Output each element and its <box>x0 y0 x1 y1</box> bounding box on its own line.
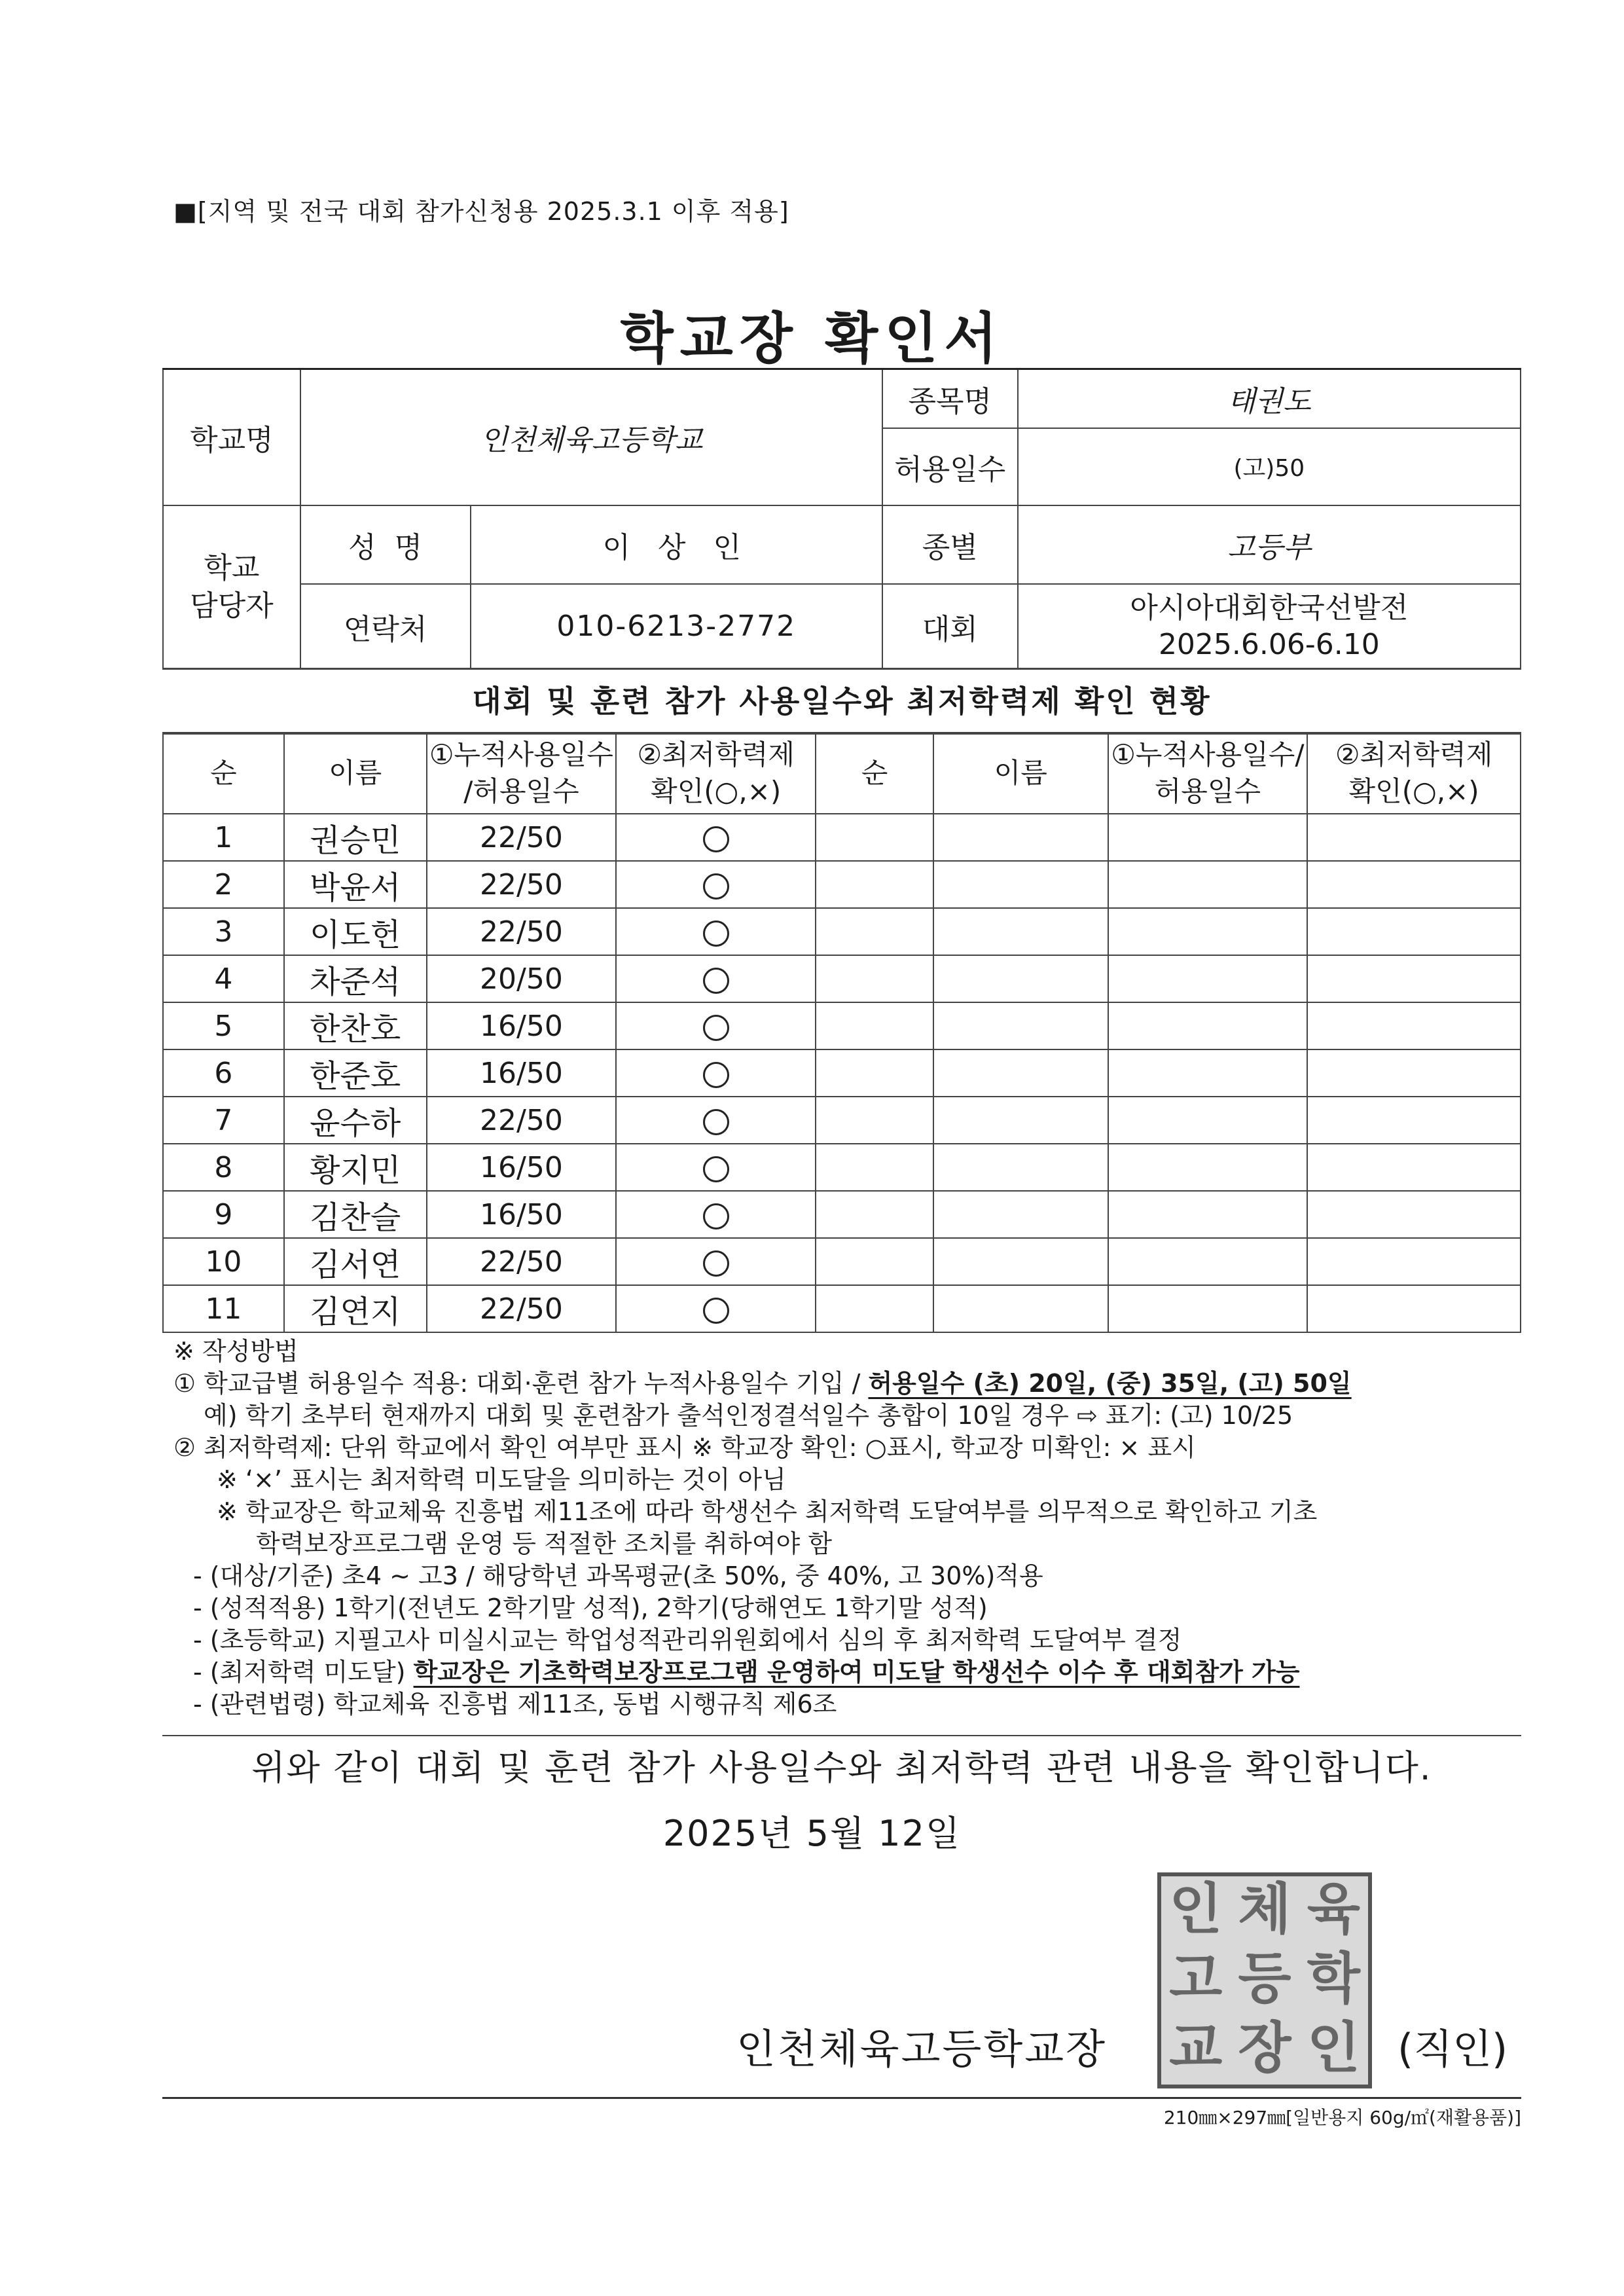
table-row <box>163 861 1521 908</box>
row-no-right <box>816 1097 933 1144</box>
row-check-right <box>1307 1144 1521 1191</box>
roster-header-row <box>163 733 1521 814</box>
row-name-right <box>933 908 1108 955</box>
row-name: 권승민 <box>284 814 427 861</box>
table-row <box>163 1191 1521 1238</box>
form-tag: ■[지역 및 전국 대회 참가신청용 2025.3.1 이후 적용] <box>173 197 789 226</box>
row-days-right <box>1108 861 1308 908</box>
row-days-right <box>1108 1191 1308 1238</box>
confirm-statement: 위와 같이 대회 및 훈련 참가 사용일수와 최저학력 관련 내용을 확인합니다. <box>162 1735 1521 1790</box>
row-days-right <box>1108 1285 1308 1332</box>
check-circle-icon <box>703 1015 729 1041</box>
row-check-right <box>1307 861 1521 908</box>
check-circle-icon <box>703 826 729 852</box>
detail-not-reached: - (최저학력 미도달) 학교장은 기초학력보장프로그램 운영하여 미도달 학생선수 이수 후 대회참가 가능 <box>193 1658 1300 1686</box>
header-check: ②최저학력제 확인(○,×) <box>616 733 816 814</box>
row-no: 4 <box>163 955 284 1002</box>
row-check <box>616 1049 816 1097</box>
row-days-right <box>1108 1002 1308 1049</box>
signer-name: 인천체육고등학교장 <box>736 2025 1108 2073</box>
issue-date: 2025년 5월 12일 <box>662 1813 962 1854</box>
row-name: 박윤서 <box>284 861 427 908</box>
check-circle-icon <box>703 968 729 994</box>
row-days-right <box>1108 1049 1308 1097</box>
row-no: 5 <box>163 1002 284 1049</box>
row-no: 11 <box>163 1285 284 1332</box>
row-name: 김서연 <box>284 1238 427 1285</box>
header-name: 이름 <box>284 733 427 814</box>
row-days-right <box>1108 955 1308 1002</box>
row-no-right <box>816 1049 933 1097</box>
official-seal: 인 체 육 고 등 학 교 장 인 <box>1157 1872 1372 2088</box>
school-name: 인천체육고등학교 <box>300 369 882 505</box>
row-no: 2 <box>163 861 284 908</box>
name-value: 이 상 인 <box>471 505 882 584</box>
row-no-right <box>816 814 933 861</box>
row-name: 한준호 <box>284 1049 427 1097</box>
row-no-right <box>816 908 933 955</box>
page-title: 학교장 확인서 <box>620 306 1004 371</box>
row-days-right <box>1108 814 1308 861</box>
row-no-right <box>816 1002 933 1049</box>
check-circle-icon <box>703 1062 729 1088</box>
row-no-right <box>816 1191 933 1238</box>
check-circle-icon <box>703 1156 729 1182</box>
row-check-right <box>1307 1002 1521 1049</box>
row-days: 16/50 <box>427 1002 617 1049</box>
detail-target: - (대상/기준) 초4 ~ 고3 / 해당학년 과목평균(초 50%, 중 40%, 고 30%)적용 <box>193 1561 1043 1590</box>
row-check <box>616 814 816 861</box>
table-row <box>163 1238 1521 1285</box>
table-row <box>163 1144 1521 1191</box>
allowed-days-rule: 허용일수 (초) 20일, (중) 35일, (고) 50일 <box>868 1369 1352 1398</box>
row-no: 9 <box>163 1191 284 1238</box>
row-check-right <box>1307 955 1521 1002</box>
detail-grades: - (성적적용) 1학기(전년도 2학기말 성적), 2학기(당해연도 1학기말 성적) <box>193 1594 988 1622</box>
notes-heading: ※ 작성방법 <box>173 1337 298 1366</box>
instructions <box>173 1336 1522 1721</box>
row-days: 22/50 <box>427 861 617 908</box>
note-2: ② 최저학력제: 단위 학교에서 확인 여부만 표시 ※ 학교장 확인: ○표시, 학교장 미확인: × 표시 <box>173 1433 1196 1462</box>
table-row <box>163 814 1521 861</box>
table-row <box>163 1002 1521 1049</box>
table-row <box>163 908 1521 955</box>
row-name-right <box>933 814 1108 861</box>
allowed-days-label: 허용일수 <box>882 428 1018 505</box>
row-name: 윤수하 <box>284 1097 427 1144</box>
row-no-right <box>816 955 933 1002</box>
header-name-right: 이름 <box>933 733 1108 814</box>
row-days: 22/50 <box>427 908 617 955</box>
row-days: 16/50 <box>427 1049 617 1097</box>
note-2-b-cont: 학력보장프로그램 운영 등 적절한 조치를 취하여야 함 <box>256 1529 833 1558</box>
detail-elementary: - (초등학교) 지필고사 미실시교는 학업성적관리위원회에서 심의 후 최저학력 도달여부 결정 <box>193 1626 1182 1654</box>
header-no: 순 <box>163 733 284 814</box>
row-name-right <box>933 955 1108 1002</box>
row-name-right <box>933 1144 1108 1191</box>
row-check <box>616 1002 816 1049</box>
manager-label: 학교 담당자 <box>163 505 300 669</box>
allowed-days-value: (고)50 <box>1018 428 1521 505</box>
detail-laws: - (관련법령) 학교체육 진흥법 제11조, 동법 시행규칙 제6조 <box>193 1690 837 1719</box>
row-check-right <box>1307 1049 1521 1097</box>
contact-label: 연락처 <box>300 584 471 669</box>
row-no: 10 <box>163 1238 284 1285</box>
row-no: 3 <box>163 908 284 955</box>
header-days-right: ①누적사용일수/ 허용일수 <box>1108 733 1308 814</box>
row-name-right <box>933 1191 1108 1238</box>
row-check <box>616 1144 816 1191</box>
check-circle-icon <box>703 920 729 947</box>
check-circle-icon <box>703 1298 729 1324</box>
row-name: 이도헌 <box>284 908 427 955</box>
school-label: 학교명 <box>163 369 300 505</box>
row-check-right <box>1307 1285 1521 1332</box>
row-days-right <box>1108 1097 1308 1144</box>
row-days-right <box>1108 1238 1308 1285</box>
header-check-right: ②최저학력제 확인(○,×) <box>1307 733 1521 814</box>
row-name: 김찬슬 <box>284 1191 427 1238</box>
row-check <box>616 861 816 908</box>
row-name-right <box>933 1238 1108 1285</box>
row-days: 22/50 <box>427 1238 617 1285</box>
note-1-example: 예) 학기 초부터 현재까지 대회 및 훈련참가 출석인정결석일수 총합이 10일 경우 ⇨ 표기: (고) 10/25 <box>204 1401 1293 1430</box>
row-check <box>616 1097 816 1144</box>
info-table <box>162 368 1521 670</box>
row-check <box>616 955 816 1002</box>
competition-value: 아시아대회한국선발전 2025.6.06-6.10 <box>1018 584 1521 669</box>
row-days-right <box>1108 1144 1308 1191</box>
row-check-right <box>1307 814 1521 861</box>
competition-label: 대회 <box>882 584 1018 669</box>
row-no-right <box>816 861 933 908</box>
roster-table <box>162 732 1521 1333</box>
row-name: 황지민 <box>284 1144 427 1191</box>
division-value: 고등부 <box>1018 505 1521 584</box>
contact-value: 010-6213-2772 <box>471 584 882 669</box>
row-name-right <box>933 1049 1108 1097</box>
division-label: 종별 <box>882 505 1018 584</box>
row-name-right <box>933 1002 1108 1049</box>
row-name-right <box>933 861 1108 908</box>
check-circle-icon <box>703 1109 729 1135</box>
roster-title: 대회 및 훈련 참가 사용일수와 최저학력제 확인 현황 <box>162 668 1521 735</box>
row-days: 16/50 <box>427 1144 617 1191</box>
note-2-b: ※ 학교장은 학교체육 진흥법 제11조에 따라 학생선수 최저학력 도달여부를 의무적으로 확인하고 기초 <box>217 1497 1318 1526</box>
row-name: 차준석 <box>284 955 427 1002</box>
row-name-right <box>933 1097 1108 1144</box>
check-circle-icon <box>703 873 729 900</box>
event-value: 태권도 <box>1018 369 1521 428</box>
row-check-right <box>1307 1097 1521 1144</box>
row-days: 22/50 <box>427 814 617 861</box>
row-name: 한찬호 <box>284 1002 427 1049</box>
check-circle-icon <box>703 1250 729 1277</box>
row-check-right <box>1307 1191 1521 1238</box>
row-no: 8 <box>163 1144 284 1191</box>
table-row <box>163 1097 1521 1144</box>
row-days: 22/50 <box>427 1097 617 1144</box>
row-check <box>616 1285 816 1332</box>
event-label: 종목명 <box>882 369 1018 428</box>
divider <box>162 2097 1521 2099</box>
row-no: 7 <box>163 1097 284 1144</box>
check-circle-icon <box>703 1203 729 1230</box>
row-days: 22/50 <box>427 1285 617 1332</box>
row-no-right <box>816 1144 933 1191</box>
row-no: 6 <box>163 1049 284 1097</box>
row-check-right <box>1307 908 1521 955</box>
table-row <box>163 955 1521 1002</box>
row-days: 20/50 <box>427 955 617 1002</box>
paper-spec: 210㎜×297㎜[일반용지 60g/㎡(재활용품)] <box>1163 2107 1521 2128</box>
row-check <box>616 1238 816 1285</box>
row-days: 16/50 <box>427 1191 617 1238</box>
row-name-right <box>933 1285 1108 1332</box>
header-no-right: 순 <box>816 733 933 814</box>
row-no: 1 <box>163 814 284 861</box>
row-no-right <box>816 1285 933 1332</box>
row-days-right <box>1108 908 1308 955</box>
note-1: ① 학교급별 허용일수 적용: 대회·훈련 참가 누적사용일수 기입 / 허용일수 (초) 20일, (중) 35일, (고) 50일 <box>173 1369 1352 1398</box>
row-check-right <box>1307 1238 1521 1285</box>
note-2-a: ※ ‘×’ 표시는 최저학력 미도달을 의미하는 것이 아님 <box>217 1465 786 1494</box>
name-label: 성 명 <box>300 505 471 584</box>
row-check <box>616 908 816 955</box>
table-row <box>163 1049 1521 1097</box>
row-no-right <box>816 1238 933 1285</box>
header-days: ①누적사용일수 /허용일수 <box>427 733 617 814</box>
seal-label: (직인) <box>1398 2025 1508 2073</box>
table-row <box>163 1285 1521 1332</box>
row-check <box>616 1191 816 1238</box>
row-name: 김연지 <box>284 1285 427 1332</box>
